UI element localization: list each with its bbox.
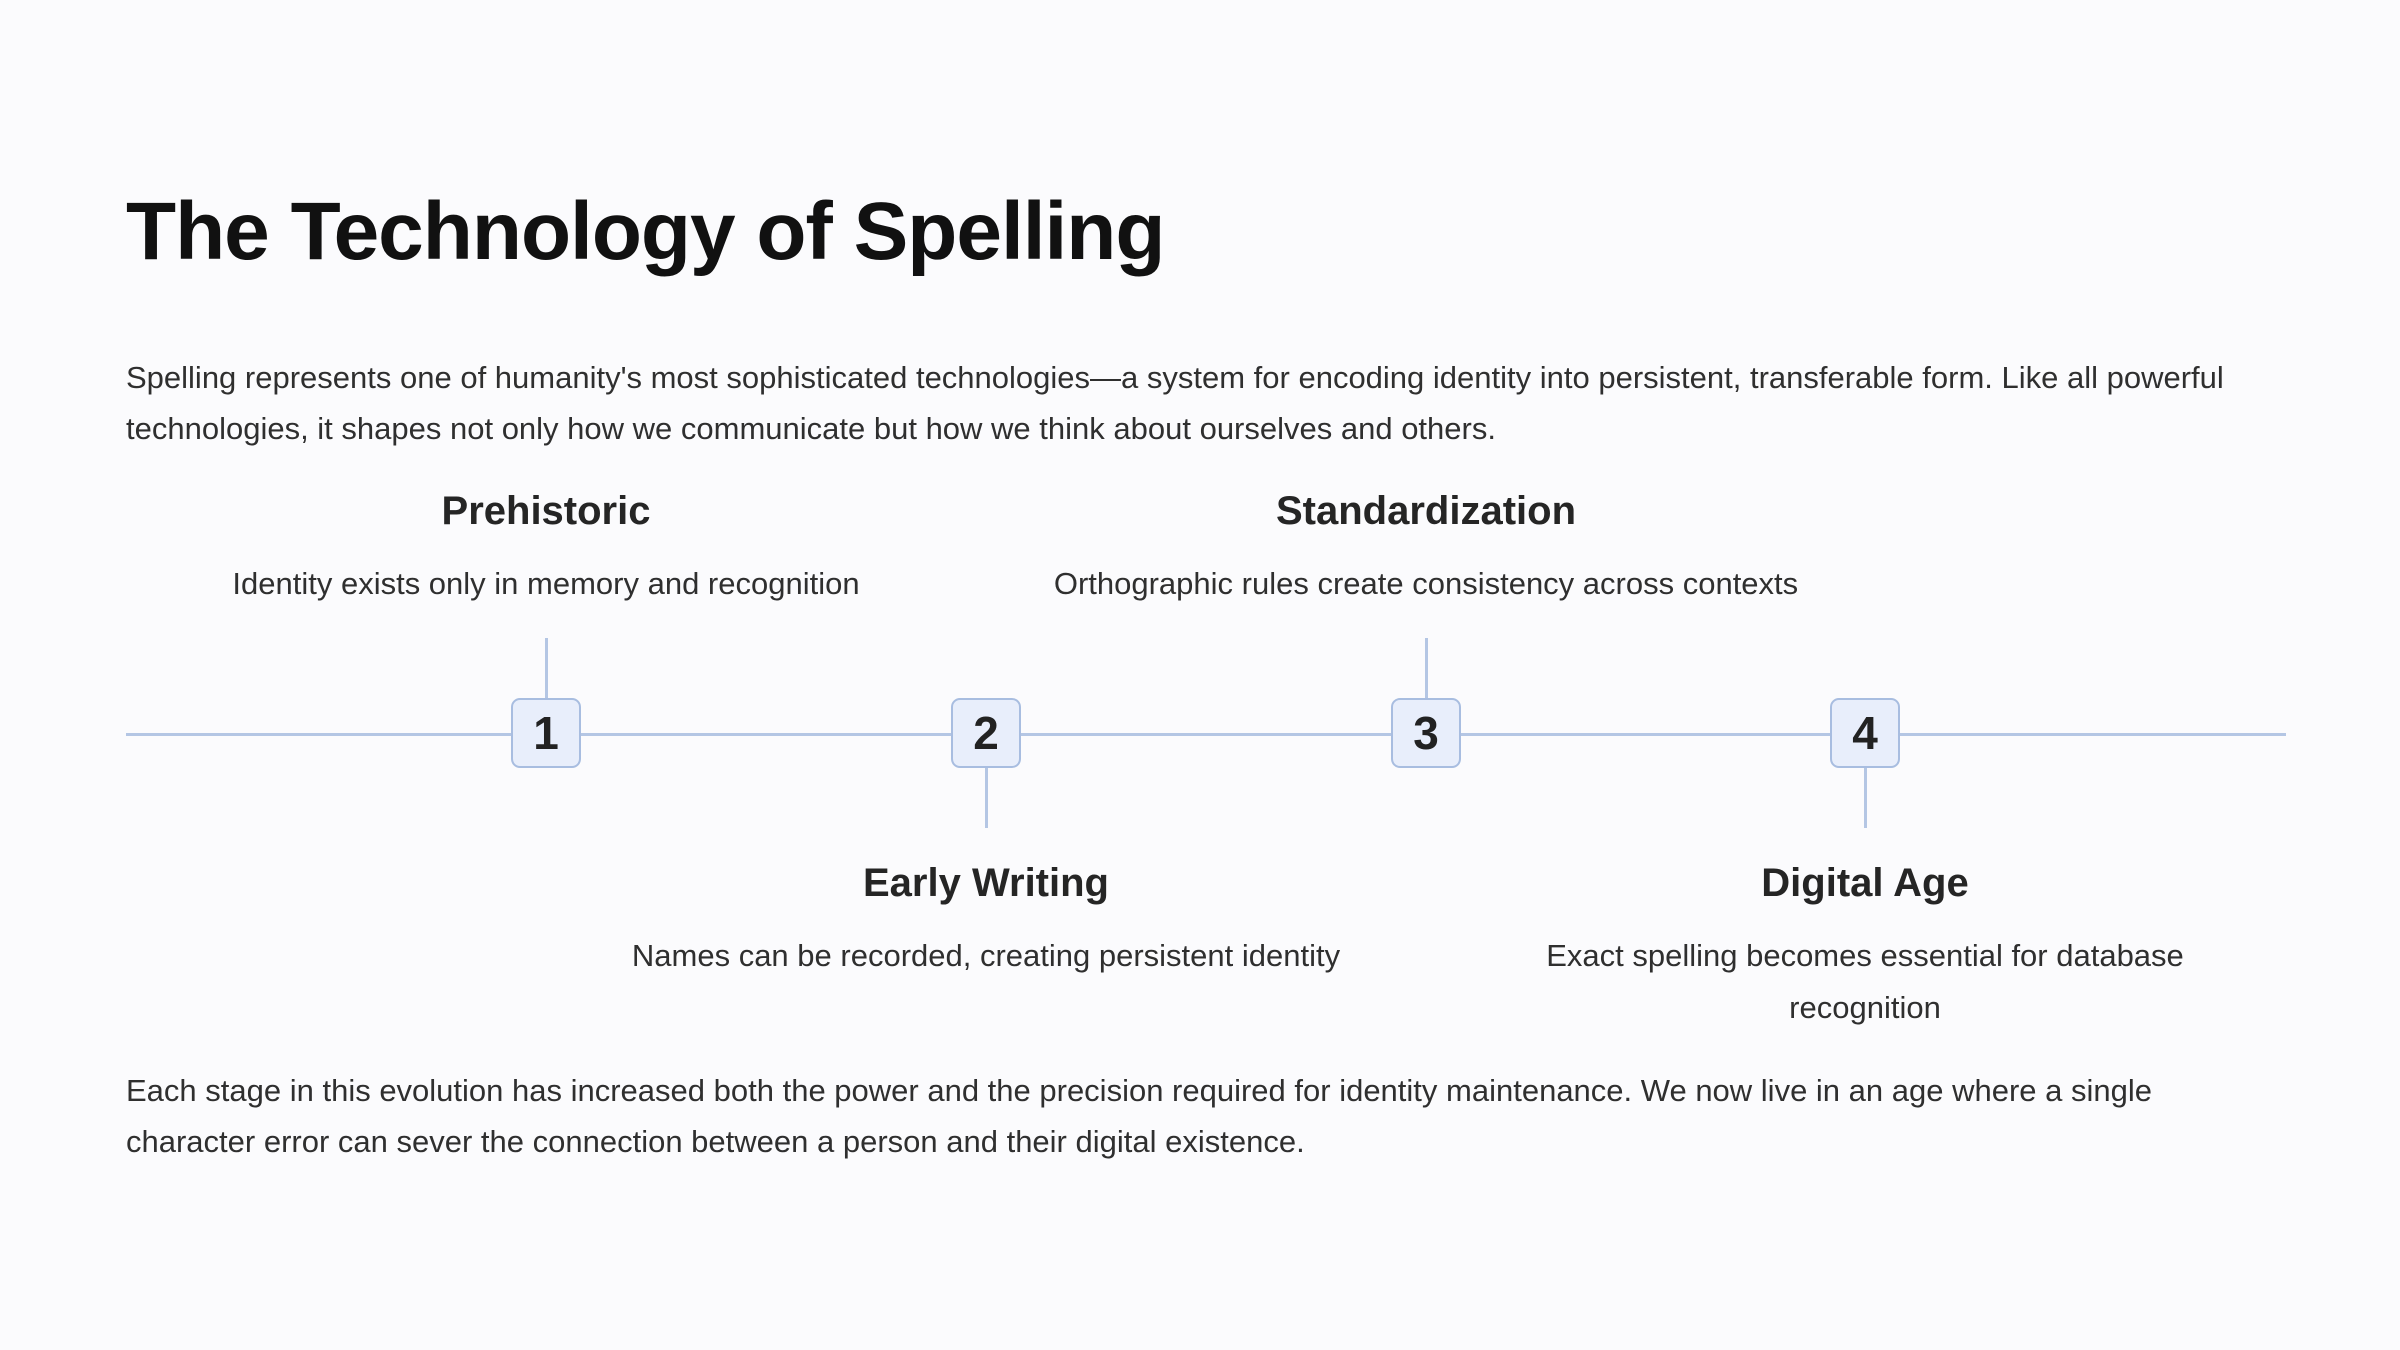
stage-1-label <box>166 486 926 610</box>
timeline-node-4: 4 <box>1830 698 1900 768</box>
outro-paragraph: Each stage in this evolution has increased both the power and the precision required for identity maintenance. We now live in an age where a single character error can sever the connection between a person and their digital existence. <box>126 1073 2152 1159</box>
stage-1-description: Identity exists only in memory and recognition <box>232 566 860 601</box>
stage-3-description: Orthographic rules create consistency across contexts <box>1053 566 1799 601</box>
timeline-connector-2 <box>985 768 988 828</box>
timeline-connector-4 <box>1864 768 1867 828</box>
stage-2-title: Early Writing <box>863 861 1109 905</box>
stage-4-description: Exact spelling becomes essential for database recognition <box>1546 938 2184 1025</box>
stage-4-title: Digital Age <box>1761 861 1969 905</box>
stage-4-label <box>1515 858 2215 1034</box>
timeline-connector-3 <box>1425 638 1428 698</box>
stage-2-label <box>606 858 1366 982</box>
page-title: The Technology of Spelling <box>126 186 1165 277</box>
stage-1-title: Prehistoric <box>441 489 651 533</box>
timeline-node-2: 2 <box>951 698 1021 768</box>
stage-2-description: Names can be recorded, creating persistent identity <box>631 938 1341 973</box>
intro-paragraph: Spelling represents one of humanity's most sophisticated technologies—a system for encoding identity into persistent, transferable form. Like all powerful technologies, it shapes not only how we communicate but how we think about ourselves and others. <box>126 360 2224 446</box>
timeline-node-1: 1 <box>511 698 581 768</box>
timeline-connector-1 <box>545 638 548 698</box>
stage-3-title: Standardization <box>1275 489 1577 533</box>
timeline-axis-line <box>126 733 2286 736</box>
stage-3-label <box>1046 486 1806 610</box>
timeline-node-3: 3 <box>1391 698 1461 768</box>
